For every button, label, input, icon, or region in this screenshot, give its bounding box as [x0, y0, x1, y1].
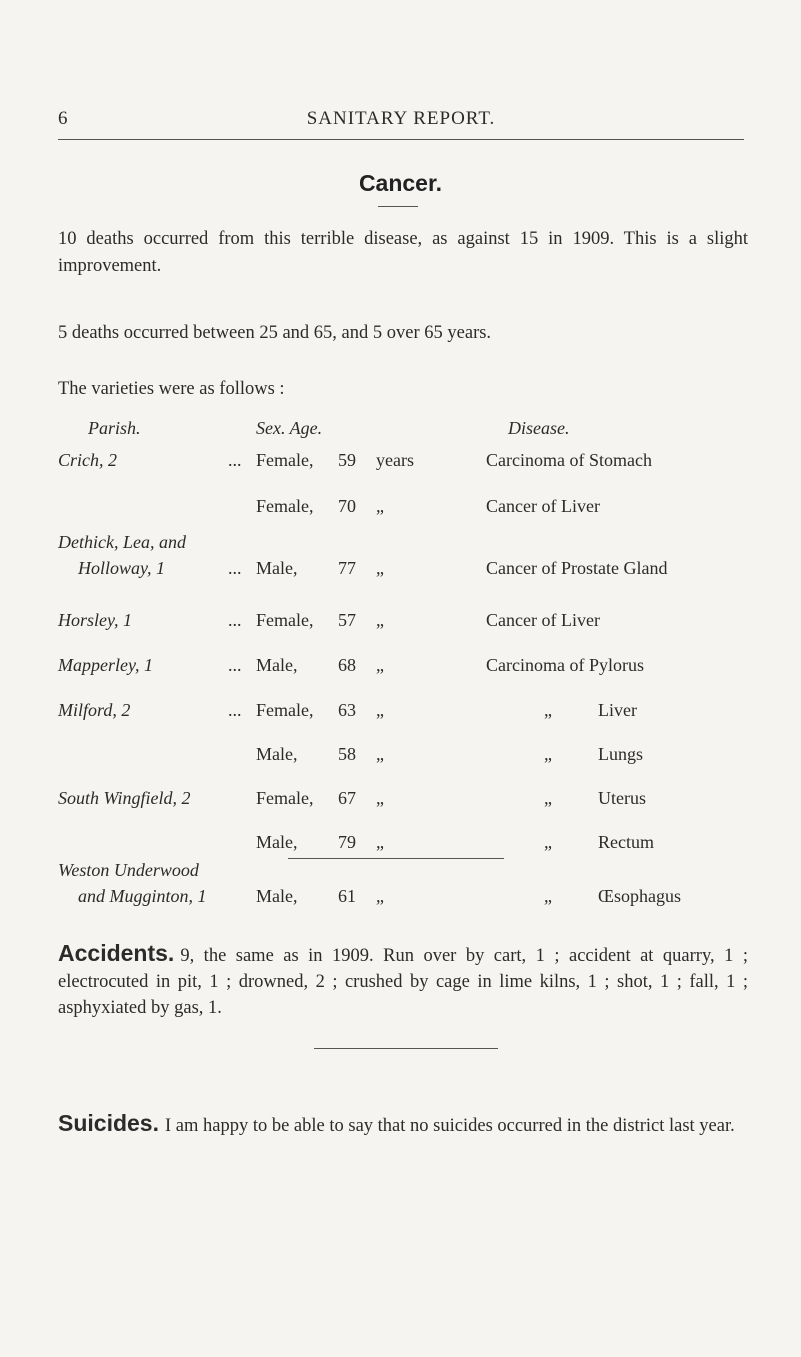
header-disease: Disease. [508, 418, 570, 438]
cancer-table [58, 418, 758, 906]
ditto-mark: „ [544, 700, 552, 720]
age-unit: years [376, 450, 414, 470]
parish-name: Milford, 2 [58, 700, 131, 720]
page-number: 6 [58, 108, 68, 129]
section-title: Cancer. [358, 170, 443, 196]
sex-cell: Male, [256, 558, 298, 578]
age-unit: „ [376, 832, 384, 852]
ditto-mark: „ [544, 744, 552, 764]
age-unit: „ [376, 886, 384, 906]
header-parish: Parish. [88, 418, 141, 438]
age-cell: 68 [338, 655, 356, 675]
age-cell: 57 [338, 610, 356, 630]
leader-dots: ... [228, 700, 242, 720]
sex-cell: Female, [256, 610, 314, 630]
parish-name: Crich, 2 [58, 450, 118, 470]
accidents-heading: Accidents. [58, 940, 175, 966]
ditto-mark: „ [544, 886, 552, 906]
disease-cell: Cancer of Liver [486, 610, 600, 630]
accidents-section [58, 940, 748, 1021]
age-paragraph: 5 deaths occurred between 25 and 65, and 5 over 65 years. [58, 323, 492, 343]
section-divider [288, 858, 504, 859]
sex-cell: Female, [256, 496, 314, 516]
sex-cell: Male, [256, 655, 298, 675]
age-cell: 77 [338, 558, 356, 578]
leader-dots: ... [228, 610, 242, 630]
page-header [58, 108, 744, 136]
disease-cell: Uterus [598, 788, 646, 808]
sex-cell: Female, [256, 700, 314, 720]
leader-dots: ... [228, 450, 242, 470]
parish-name: and Mugginton, 1 [78, 886, 207, 906]
age-cell: 67 [338, 788, 356, 808]
sex-cell: Female, [256, 450, 314, 470]
varieties-paragraph: The varieties were as follows : [58, 379, 285, 399]
ditto-mark: „ [544, 788, 552, 808]
header-rule [58, 139, 744, 140]
age-cell: 59 [338, 450, 356, 470]
parish-name: Holloway, 1 [78, 558, 166, 578]
sex-cell: Male, [256, 744, 298, 764]
age-unit: „ [376, 788, 384, 808]
age-cell: 79 [338, 832, 356, 852]
leader-dots: ... [228, 558, 242, 578]
age-cell: 61 [338, 886, 356, 906]
running-title: SANITARY REPORT. [306, 108, 496, 129]
age-unit: „ [376, 744, 384, 764]
sex-cell: Female, [256, 788, 314, 808]
age-unit: „ [376, 610, 384, 630]
sex-cell: Male, [256, 886, 298, 906]
disease-cell: Lungs [598, 744, 643, 764]
disease-cell: Cancer of Prostate Gland [486, 558, 668, 578]
age-cell: 63 [338, 700, 356, 720]
disease-cell: Œsophagus [598, 886, 682, 906]
parish-line1: Weston Underwood [58, 860, 199, 880]
suicides-section [58, 1110, 748, 1139]
parish-name: Mapperley, 1 [58, 655, 153, 675]
parish-name: Horsley, 1 [58, 610, 132, 630]
intro-paragraph: 10 deaths occurred from this terrible disease, as against 15 in 1909. This is a slight improvement. [58, 229, 748, 276]
disease-cell: Carcinoma of Pylorus [486, 655, 644, 675]
age-unit: „ [376, 558, 384, 578]
age-cell: 58 [338, 744, 356, 764]
title-rule [378, 206, 418, 207]
disease-cell: Cancer of Liver [486, 496, 600, 516]
age-cell: 70 [338, 496, 356, 516]
suicides-heading: Suicides. [58, 1110, 159, 1136]
sex-cell: Male, [256, 832, 298, 852]
header-sex-age: Sex. Age. [256, 418, 323, 438]
leader-dots: ... [228, 655, 242, 675]
ditto-mark: „ [544, 832, 552, 852]
suicides-text: I am happy to be able to say that no suicides occurred in the district last year. [164, 1116, 735, 1136]
age-unit: „ [376, 700, 384, 720]
disease-cell: Carcinoma of Stomach [486, 450, 652, 470]
age-unit: „ [376, 496, 384, 516]
age-unit: „ [376, 655, 384, 675]
parish-name: South Wingfield, 2 [58, 788, 191, 808]
disease-cell: Rectum [598, 832, 654, 852]
accidents-text: 9, the same as in 1909. Run over by cart, 1 ; accident at quarry, 1 ; electrocuted in pit, 1 ; drowned, 2 ; crushed by cage in lime kilns, 1 ; shot, 1 ; fall, 1 ; asphyxiated by gas, 1. [58, 946, 748, 1018]
disease-cell: Liver [598, 700, 637, 720]
section-divider-2 [314, 1048, 498, 1049]
parish-line1: Dethick, Lea, and [58, 532, 186, 552]
